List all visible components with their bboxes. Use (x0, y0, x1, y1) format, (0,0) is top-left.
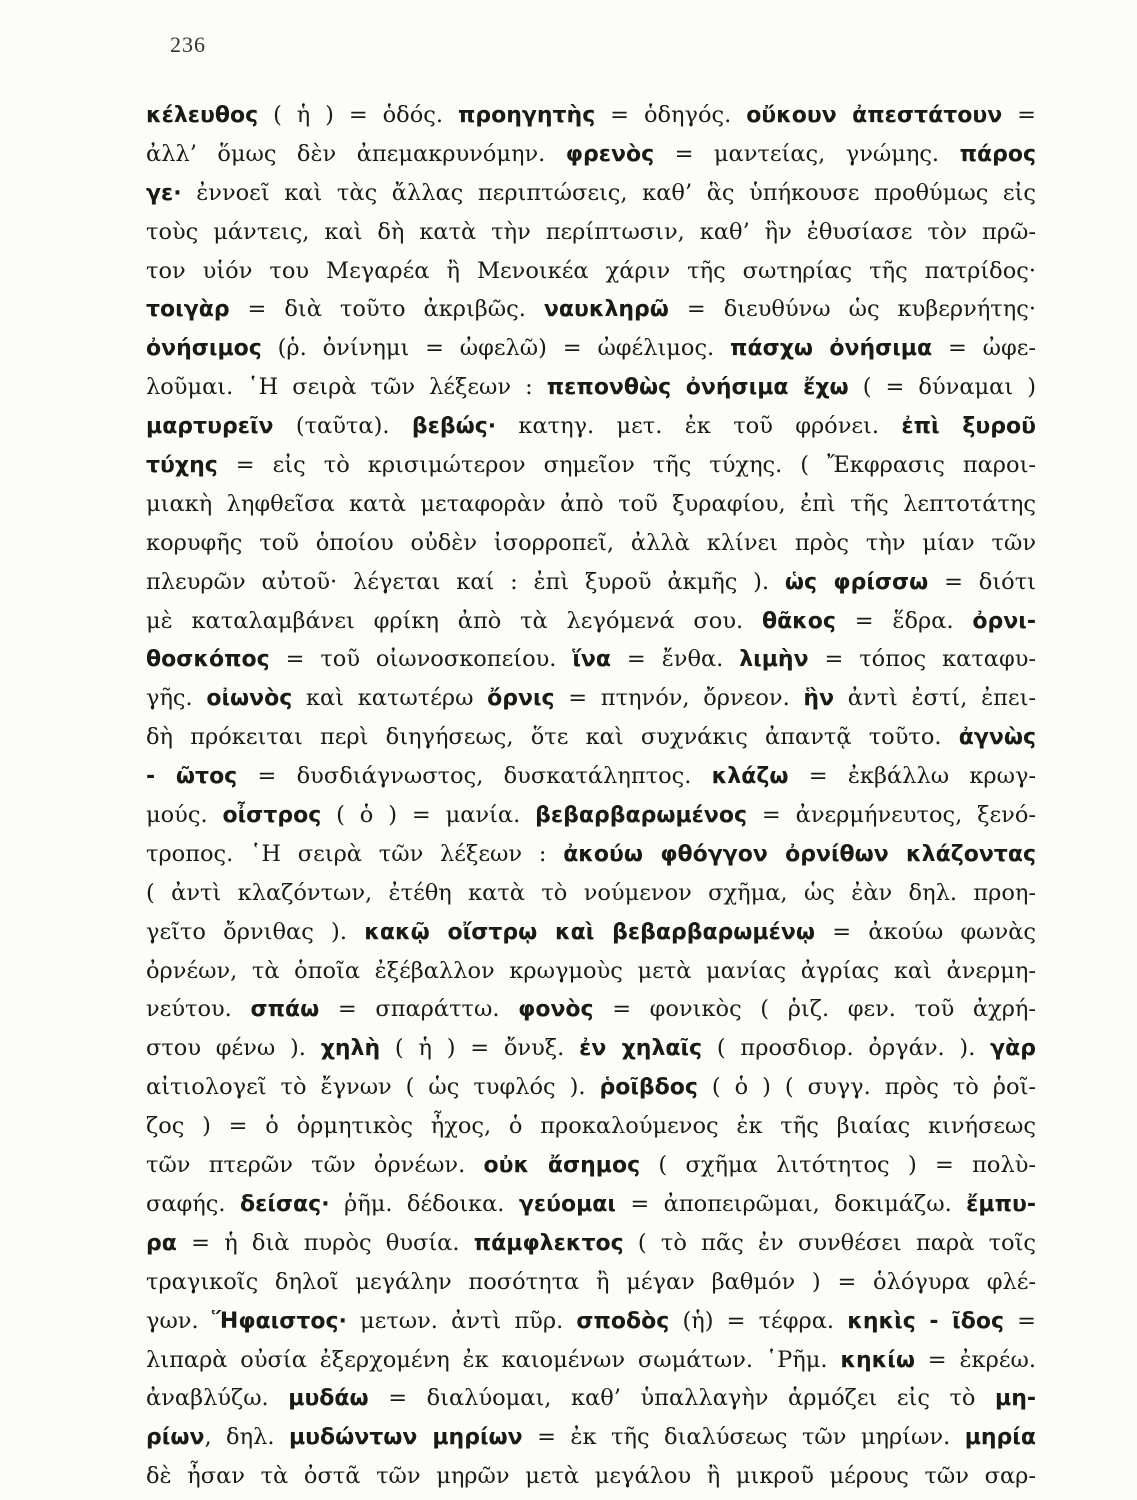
text-line (146, 1302, 1036, 1341)
gloss-text: = ἕδρα. (835, 607, 973, 634)
text-line (146, 213, 1036, 252)
gloss-text: καὶ κατωτέρω (292, 685, 488, 712)
headword: οὔκουν ἀπεστάτουν (746, 103, 1003, 128)
gloss-text: γεῖτο ὄρνιθας ). (146, 918, 365, 945)
gloss-text: ( ὁ ) ( συγγ. πρὸς τὸ ῥοῖ- (697, 1074, 1036, 1101)
gloss-text: = ἀνερμήνευτος, ξενό- (747, 802, 1036, 829)
gloss-text: ζος ) = ὁ ὁρμητικὸς ἦχος, ὁ προκαλούμενος ἐκ τῆς βιαίας κινήσεως (146, 1113, 1036, 1140)
headword: μυδώντων μηρίων (288, 1425, 523, 1451)
headword: πεπονθὼς ὀνήσιμα ἔχω (546, 375, 849, 401)
headword: ἀγνὼς (958, 725, 1036, 751)
gloss-text: μιακὴ ληφθεῖσα κατὰ μεταφορὰν ἀπὸ τοῦ ξυραφίου, ἐπὶ τῆς λεπτοτάτης (146, 490, 1036, 517)
headword: ἀκούω φθόγγον ὀρνίθων κλάζοντας (563, 841, 1036, 867)
text-line (146, 602, 1036, 641)
text-line (146, 1341, 1036, 1380)
gloss-text: τον υἱόν του Μεγαρέα ἢ Μενοικέα χάριν τῆς σωτηρίας τῆς πατρίδος· (146, 257, 1036, 284)
gloss-text: μετων. ἀντὶ πῦρ. (346, 1307, 577, 1334)
text-line (146, 952, 1036, 991)
headword: ναυκληρῶ (543, 297, 669, 323)
text-line (146, 446, 1036, 485)
gloss-text: = ἀποπειρῶμαι, δοκιμάζω. (615, 1190, 967, 1217)
text-line (146, 329, 1036, 368)
gloss-text: = σπαράττω. (319, 996, 519, 1023)
gloss-text: ( σχῆμα λιτότητος ) = πολὺ- (640, 1152, 1036, 1179)
headword: δείσας· (239, 1191, 330, 1217)
gloss-text: = τοῦ οἰωνοσκοπείου. (269, 646, 573, 673)
text-line (146, 1418, 1036, 1457)
headword: ὡς φρίσσω (784, 569, 929, 595)
headword: βεβαρβαρωμένος (535, 803, 748, 829)
headword: πάσχω ὀνήσιμα (730, 336, 933, 362)
headword: ὄρνις (487, 686, 555, 712)
text-line (146, 1029, 1036, 1068)
headword: μαρτυρεῖν (146, 414, 274, 440)
text-line (146, 135, 1036, 174)
gloss-text: τοὺς μάντεις, καὶ δὴ κατὰ τὴν περίπτωσιν, καθ’ ἣν ἐθυσίασε τὸν πρῶ- (146, 218, 1036, 245)
gloss-text: = πτηνόν, ὄρνεον. (554, 685, 804, 712)
gloss-text: = τόπος καταφυ- (808, 646, 1036, 673)
headword: ῥοῖβδος (599, 1075, 698, 1101)
headword: μυδάω (288, 1386, 369, 1412)
text-line (146, 252, 1036, 291)
headword: ἐπὶ ξυροῦ (901, 414, 1036, 440)
gloss-text: στου φένω ). (146, 1035, 321, 1062)
text-line (146, 1263, 1036, 1302)
gloss-text: κορυφῆς τοῦ ὁποίου οὐδὲν ἰσορροπεῖ, ἀλλὰ κλίνει πρὸς τὴν μίαν τῶν (146, 529, 1036, 556)
gloss-text: = διὰ τοῦτο ἀκριβῶς. (229, 296, 544, 323)
text-line (146, 1146, 1036, 1185)
headword: ἐν χηλαῖς (579, 1036, 703, 1062)
gloss-text: = ὁδηγός. (595, 102, 747, 128)
gloss-text: = διαλύομαι, καθ’ ὑπαλλαγὴν ἁρμόζει εἰς τὸ (368, 1385, 996, 1412)
headword: κέλευθος (146, 103, 259, 128)
text-line (146, 679, 1036, 718)
headword: ἵνα (572, 647, 612, 673)
gloss-text: ἐννοεῖ καὶ τὰς ἄλλας περιπτώσεις, καθ’ ἃς ὑπήκουσε προθύμως εἰς (181, 179, 1036, 206)
text-line (146, 1457, 1036, 1496)
gloss-text: = μαντείας, γνώμης. (654, 140, 960, 167)
text-line (146, 1068, 1036, 1107)
gloss-text: λιπαρὰ οὐσία ἐξερχομένη ἐκ καιομένων σωμάτων. ῾Ρῆμ. (146, 1346, 841, 1373)
page-number: 236 (170, 32, 206, 57)
gloss-text: κατηγ. μετ. ἐκ τοῦ φρόνει. (496, 413, 902, 440)
headword: Ἥφαιστος· (211, 1308, 347, 1334)
text-line (146, 718, 1036, 757)
gloss-text: μούς. (146, 802, 223, 829)
gloss-text: αἰτιολογεῖ τὸ ἔγνων ( ὡς τυφλός ). (146, 1074, 600, 1101)
gloss-text: μὲ καταλαμβάνει φρίκη ἀπὸ τὰ λεγόμενά σου. (146, 607, 762, 634)
text-line (146, 1379, 1036, 1418)
gloss-text: νεύτου. (146, 996, 251, 1023)
gloss-text: = (1004, 1307, 1036, 1334)
gloss-text: (ῥ. ὀνίνημι = ὠφελῶ) = ὠφέλιμος. (261, 335, 731, 362)
gloss-text: δὲ ἦσαν τὰ ὀστᾶ τῶν μηρῶν μετὰ μεγάλου ἢ μικροῦ μέρους τῶν σαρ- (146, 1463, 1036, 1490)
gloss-text: ὀρνέων, τὰ ὁποῖα ἐξέβαλλον κρωγμοὺς μετὰ μανίας ἀγρίας καὶ ἀνερμη- (146, 957, 1036, 984)
gloss-text: = ἐκρέω. (914, 1346, 1036, 1373)
gloss-text: = διευθύνω ὡς κυβερνήτης· (668, 296, 1036, 323)
gloss-text: = ἀκούω φωνὰς (814, 918, 1036, 945)
headword: γεύομαι (518, 1191, 616, 1217)
gloss-text: ( τὸ πᾶς ἐν συνθέσει παρὰ τοῖς (623, 1229, 1036, 1256)
gloss-text: ( ἀντὶ κλαζόντων, ἐτέθη κατὰ τὸ νούμενον σχῆμα, ὡς ἐὰν δηλ. προη- (146, 879, 1036, 906)
headword: κηκὶς - ῖδος (847, 1308, 1005, 1334)
gloss-text: πλευρῶν αὐτοῦ· λέγεται καί : ἐπὶ ξυροῦ ἀκμῆς ). (146, 568, 785, 595)
gloss-text: ( ἡ ) = ὄνυξ. (380, 1035, 580, 1062)
gloss-text: = φονικὸς ( ῥιζ. φεν. τοῦ ἀχρή- (593, 996, 1036, 1023)
gloss-text: δὴ πρόκειται περὶ διηγήσεως, ὅτε καὶ συχνάκις ἀπαντᾷ τοῦτο. (146, 724, 959, 751)
headword: γὰρ (990, 1036, 1036, 1062)
gloss-text: ( προσδιορ. ὀργάν. ). (702, 1035, 991, 1062)
text-line (146, 290, 1036, 329)
headword: οἶστρος (222, 803, 322, 829)
headword: θοσκόπος (146, 647, 270, 673)
gloss-text: = ἡ διὰ πυρὸς θυσία. (176, 1229, 474, 1256)
headword: τύχης (146, 453, 218, 479)
gloss-text: = εἰς τὸ κρισιμώτερον σημεῖον τῆς τύχης. ( Ἔκφρασις παροι- (217, 452, 1036, 479)
headword: κλάζω (711, 764, 789, 790)
gloss-text: , δηλ. (204, 1424, 289, 1451)
text-line (146, 757, 1036, 796)
headword: ὀρνι- (972, 608, 1036, 634)
gloss-text: γων. (146, 1307, 212, 1334)
text-line (146, 1224, 1036, 1263)
text-line (146, 835, 1036, 874)
gloss-text: = ἔνθα. (611, 646, 740, 673)
headword: πάρος (959, 141, 1036, 167)
gloss-text: τραγικοῖς δηλοῖ μεγάλην ποσότητα ἢ μέγαν βαθμόν ) = ὁλόγυρα φλέ- (146, 1268, 1036, 1295)
gloss-text: τροπος. ῾Η σειρὰ τῶν λέξεων : (146, 840, 564, 867)
headword: ρίων (146, 1425, 205, 1451)
text-line (146, 368, 1036, 407)
text-line (146, 1185, 1036, 1224)
gloss-text: ἀντὶ ἐστί, ἐπει- (834, 685, 1036, 712)
gloss-text: = ἐκ τῆς διαλύσεως τῶν μηρίων. (522, 1424, 965, 1451)
text-line (146, 640, 1036, 679)
gloss-text: = ὠφε- (932, 335, 1036, 362)
gloss-text: λοῦμαι. ῾Η σειρὰ τῶν λέξεων : (146, 374, 547, 401)
text-line (146, 96, 1036, 135)
headword: γε· (146, 180, 182, 206)
headword: λιμὴν (739, 647, 809, 673)
headword: βεβώς· (411, 414, 497, 440)
gloss-text: ἀλλ’ ὅμως δὲν ἀπεμακρυνόμην. (146, 140, 566, 167)
gloss-text: σαφής. (146, 1190, 240, 1217)
text-line (146, 913, 1036, 952)
gloss-text: = δυσδιάγνωστος, δυσκατάληπτος. (237, 763, 712, 790)
text-line (146, 174, 1036, 213)
headword: πάμφλεκτος (473, 1230, 624, 1256)
headword: οἰωνὸς (206, 686, 293, 712)
headword: σπάω (250, 997, 320, 1023)
gloss-text: ( ἡ ) = ὁδός. (258, 102, 458, 128)
gloss-text: = διότι (928, 568, 1036, 595)
headword: σποδὸς (576, 1308, 670, 1334)
gloss-text: ( = δύναμαι ) (848, 374, 1036, 401)
text-line (146, 796, 1036, 835)
gloss-text: = (1002, 102, 1036, 128)
gloss-text: (ἡ) = τέφρα. (669, 1307, 848, 1334)
headword: ἔμπυ- (966, 1191, 1036, 1217)
headword: μη- (995, 1386, 1036, 1412)
headword: φρενὸς (565, 141, 655, 167)
text-line (146, 485, 1036, 524)
gloss-text: τῶν πτερῶν τῶν ὀρνέων. (146, 1152, 484, 1179)
headword: ρα (146, 1230, 177, 1256)
text-line (146, 407, 1036, 446)
gloss-text: ἀναβλύζω. (146, 1385, 289, 1412)
text-line (146, 524, 1036, 563)
headword: κηκίω (840, 1347, 915, 1373)
headword: μηρία (964, 1425, 1036, 1451)
text-line (146, 874, 1036, 913)
gloss-text: ῥῆμ. δέδοικα. (329, 1190, 519, 1217)
text-line (146, 990, 1036, 1029)
headword: προηγητὴς (457, 103, 596, 128)
headword: - ῶτος (146, 764, 238, 790)
text-line (146, 1107, 1036, 1146)
gloss-text: (ταῦτα). (273, 413, 412, 440)
headword: κακῷ οἴστρῳ καὶ βεβαρβαρωμένῳ (364, 919, 815, 945)
headword: οὐκ ἄσημος (483, 1153, 641, 1179)
commentary-text-block (146, 96, 1036, 1496)
gloss-text: γῆς. (146, 685, 207, 712)
headword: ἣν (803, 686, 835, 712)
text-line (146, 563, 1036, 602)
gloss-text: ( ὁ ) = μανία. (321, 802, 536, 829)
gloss-text: = ἐκβάλλω κρωγ- (788, 763, 1036, 790)
headword: θᾶκος (761, 608, 836, 634)
headword: φονὸς (518, 997, 594, 1023)
headword: ὀνήσιμος (146, 336, 262, 362)
headword: τοιγὰρ (146, 297, 230, 323)
headword: χηλὴ (320, 1036, 381, 1062)
